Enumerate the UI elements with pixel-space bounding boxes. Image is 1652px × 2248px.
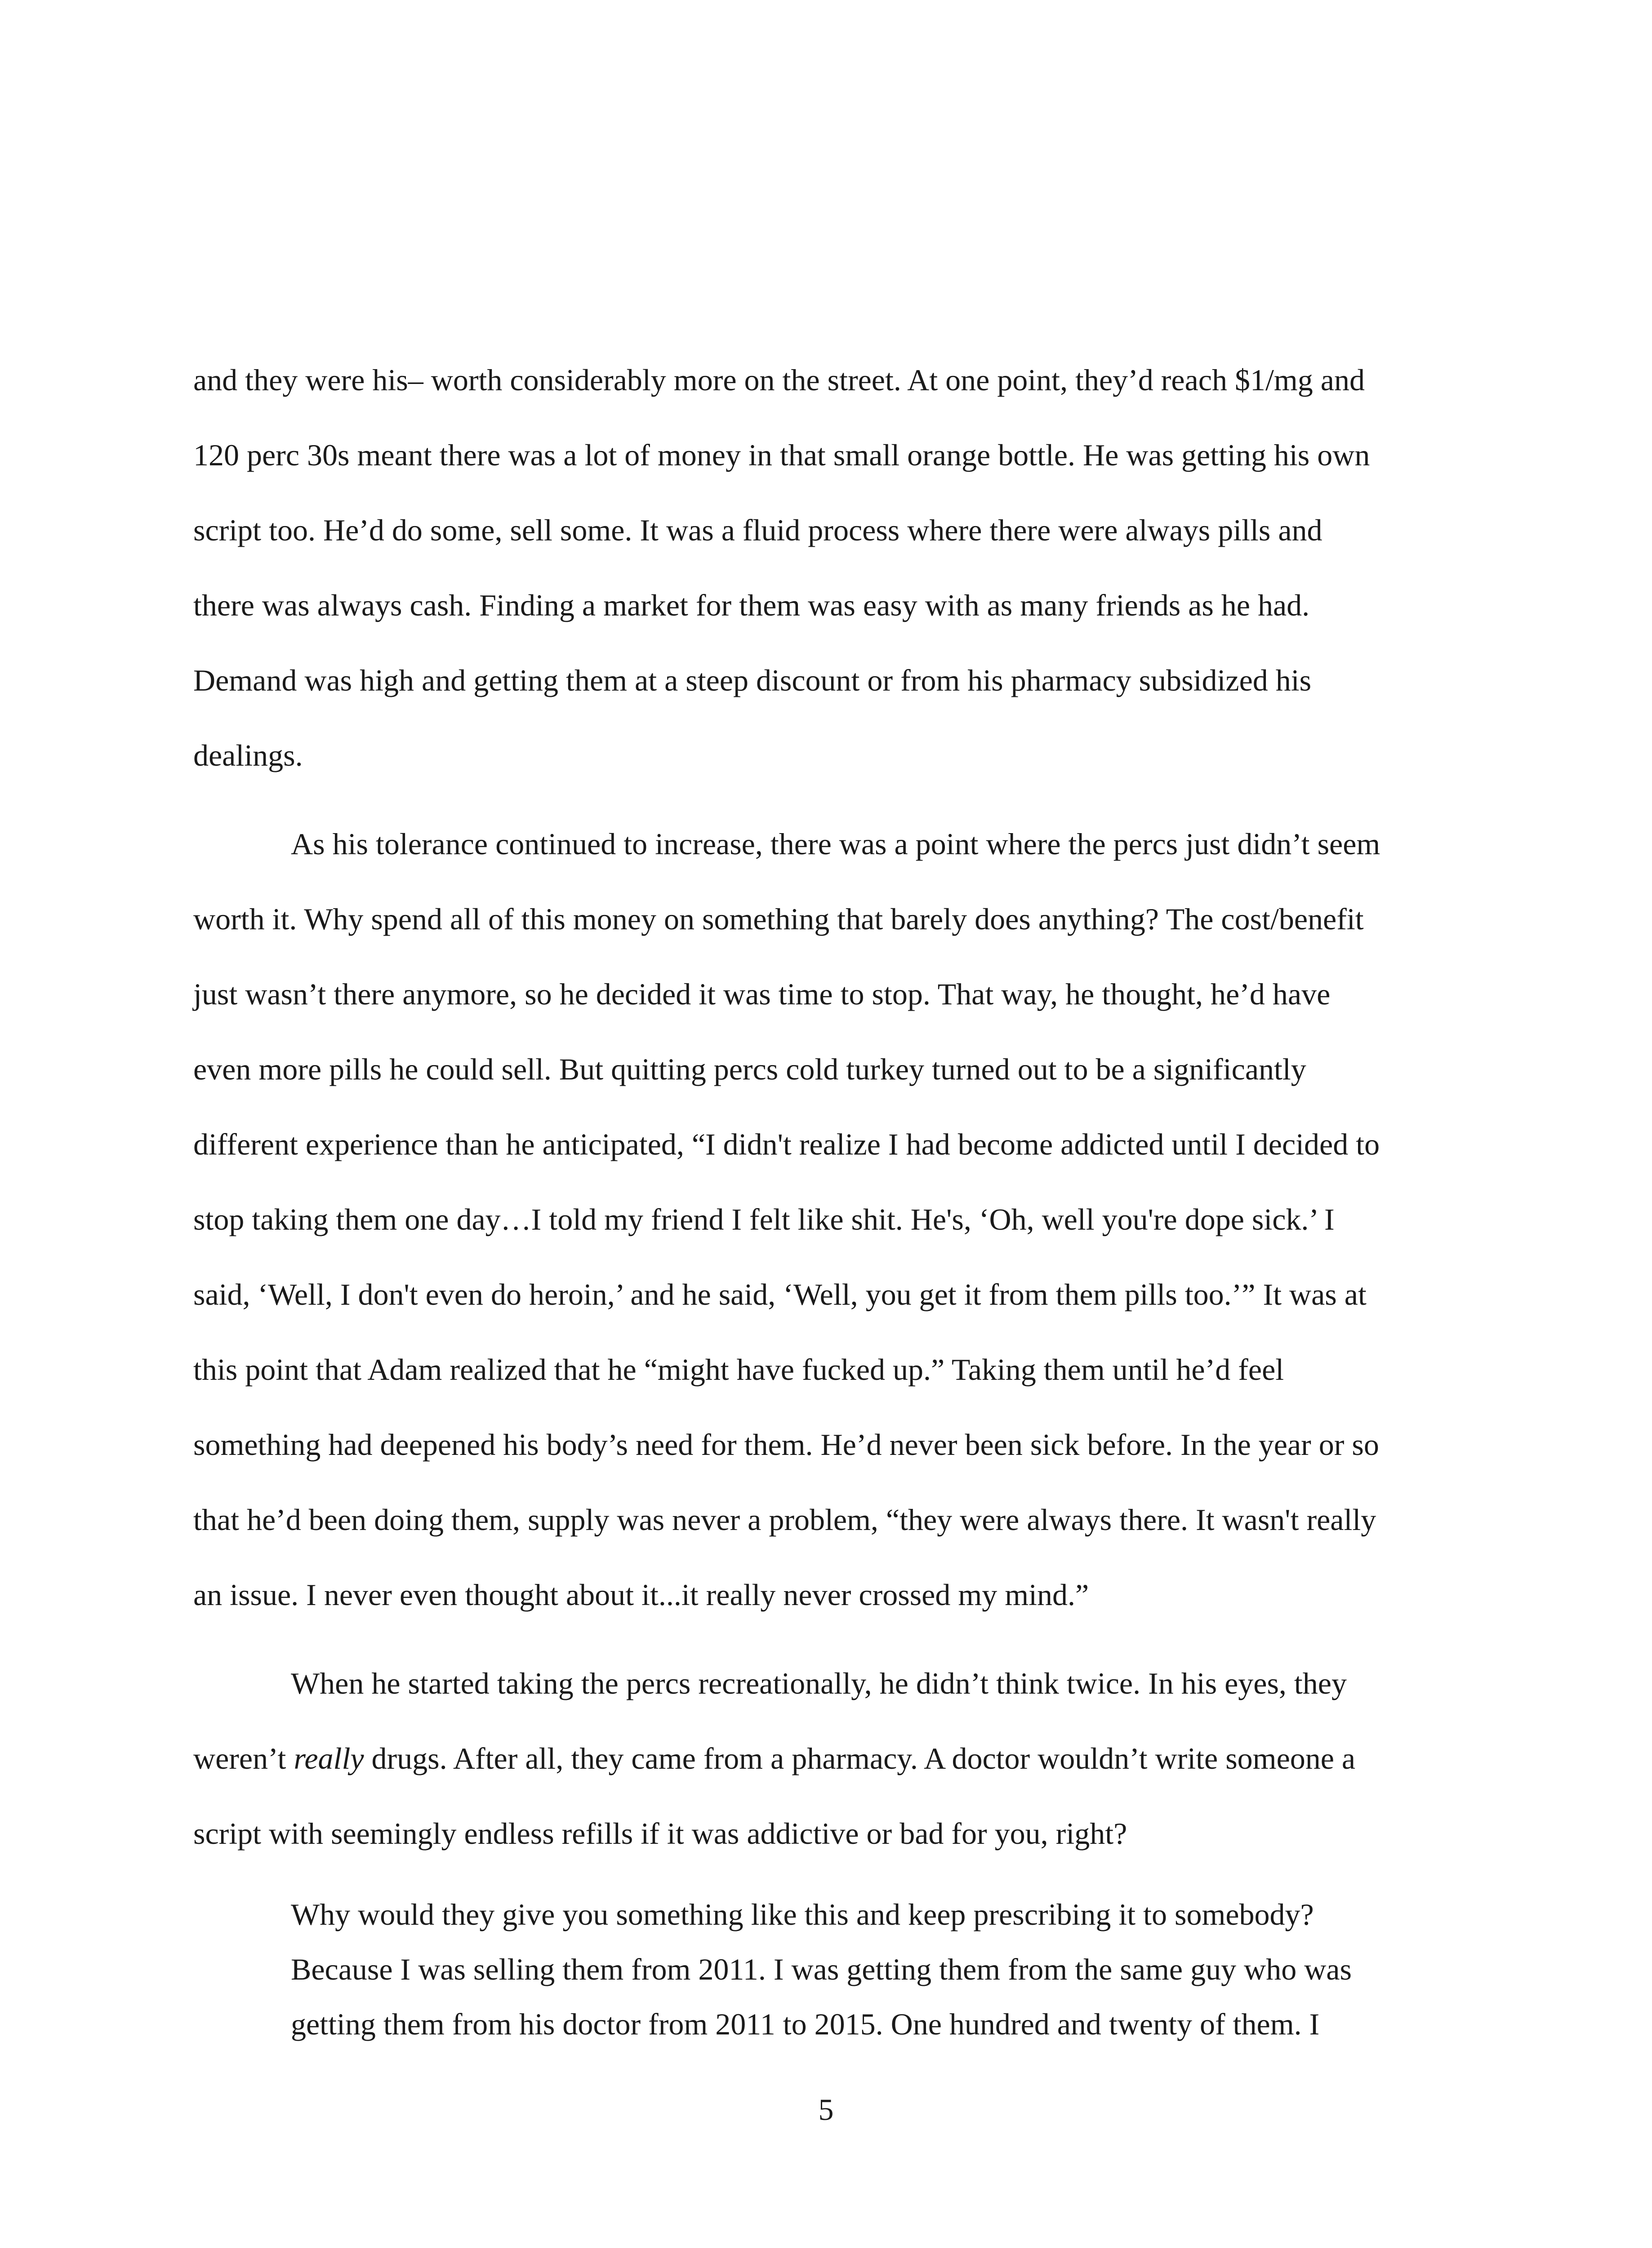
block-quote-line-3: getting them from his doctor from 2011 to 2015. One hundred and twenty of them. I: [291, 2007, 1320, 2041]
page-number: 5: [818, 2092, 834, 2127]
paragraph-2-line-9: something had deepened his body’s need for them. He’d never been sick before. In the year or so: [193, 1427, 1379, 1462]
paragraph-3-line-3: script with seemingly endless refills if it was addictive or bad for you, right?: [193, 1816, 1127, 1851]
paragraph-2-line-4: even more pills he could sell. But quitting percs cold turkey turned out to be a significantly: [193, 1052, 1306, 1086]
paragraph-1-line-4: there was always cash. Finding a market for them was easy with as many friends as he had.: [193, 588, 1310, 622]
paragraph-1-line-5: Demand was high and getting them at a steep discount or from his pharmacy subsidized his: [193, 663, 1312, 697]
paragraph-3-line-1: When he started taking the percs recreationally, he didn’t think twice. In his eyes, they: [291, 1666, 1347, 1700]
paragraph-1-line-1: and they were his– worth considerably more on the street. At one point, they’d reach $1/mg and: [193, 363, 1365, 397]
paragraph-2-line-2: worth it. Why spend all of this money on something that barely does anything? The cost/benefit: [193, 902, 1364, 936]
paragraph-2-line-1: As his tolerance continued to increase, there was a point where the percs just didn’t seem: [291, 827, 1380, 861]
paragraph-1-line-2: 120 perc 30s meant there was a lot of money in that small orange bottle. He was getting his own: [193, 438, 1370, 472]
paragraph-3-line-2: [193, 1740, 1355, 1776]
paragraph-2-line-11: an issue. I never even thought about it...it really never crossed my mind.”: [193, 1578, 1089, 1612]
paragraph-2-line-6: stop taking them one day…I told my friend I felt like shit. He's, ‘Oh, well you're dope sick.’ I: [193, 1202, 1335, 1236]
paragraph-2-line-5: different experience than he anticipated, “I didn't realize I had become addicted until I decided to: [193, 1127, 1380, 1161]
paragraph-1-line-3: script too. He’d do some, sell some. It was a fluid process where there were always pills and: [193, 513, 1322, 547]
paragraph-2-line-7: said, ‘Well, I don't even do heroin,’ and he said, ‘Well, you get it from them pills too.’” It was at: [193, 1277, 1367, 1311]
paragraph-1-line-6: dealings.: [193, 738, 303, 772]
block-quote-line-1: Why would they give you something like this and keep prescribing it to somebody?: [291, 1897, 1314, 1931]
italic-line-before: weren’t: [193, 1741, 294, 1775]
italic-emphasis: really: [294, 1741, 364, 1775]
block-quote-line-2: Because I was selling them from 2011. I was getting them from the same guy who was: [291, 1952, 1352, 1986]
paragraph-2-line-3: just wasn’t there anymore, so he decided it was time to stop. That way, he thought, he’d have: [193, 977, 1331, 1011]
paragraph-2-line-8: this point that Adam realized that he “might have fucked up.” Taking them until he’d feel: [193, 1352, 1284, 1387]
italic-line-after: drugs. After all, they came from a pharmacy. A doctor wouldn’t write someone a: [364, 1741, 1356, 1775]
paragraph-2-line-10: that he’d been doing them, supply was never a problem, “they were always there. It wasn't really: [193, 1503, 1376, 1537]
